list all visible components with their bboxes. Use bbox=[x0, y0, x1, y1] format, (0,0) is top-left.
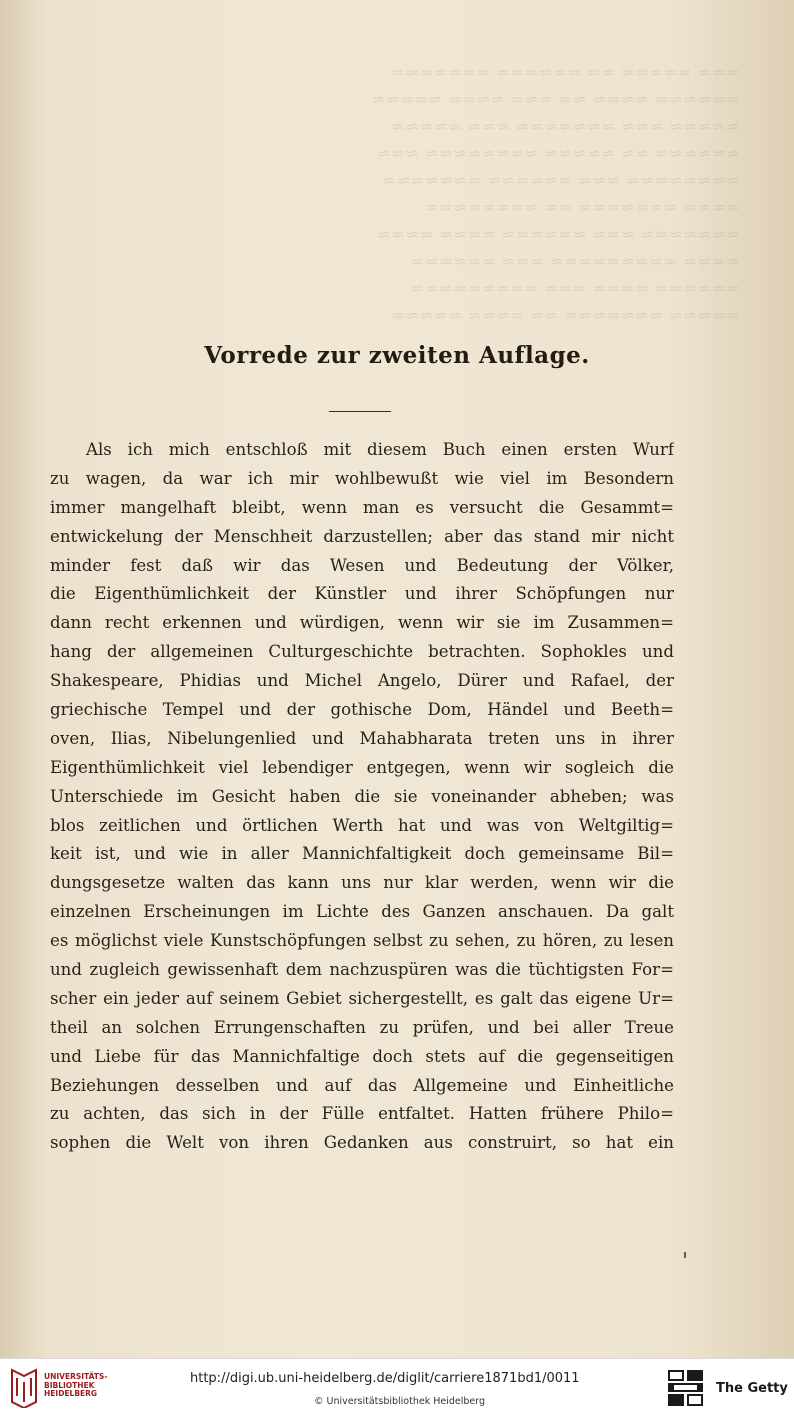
viewer-footer bbox=[0, 1358, 794, 1417]
text-line: die Eigenthümlichkeit der Künstler und ihrer Schöpfungen nur bbox=[50, 584, 674, 604]
text-line: keit ist, und wie in aller Mannichfaltigkeit doch gemeinsame Bil= bbox=[50, 844, 674, 864]
partner-name: The Getty bbox=[716, 1381, 788, 1396]
text-line: dann recht erkennen und würdigen, wenn wir sie im Zusammen= bbox=[50, 613, 674, 633]
text-line: und Liebe für das Mannichfaltige doch stets auf die gegenseitigen bbox=[50, 1046, 674, 1066]
getty-logo-icon bbox=[666, 1369, 706, 1407]
text-line: zu achten, das sich in der Fülle entfaltet. Hatten frühere Philo= bbox=[50, 1104, 674, 1124]
text-line: minder fest daß wir das Wesen und Bedeutung der Völker, bbox=[50, 555, 674, 575]
text-line: Beziehungen desselben und auf das Allgemeine und Einheitliche bbox=[50, 1075, 674, 1095]
title-divider bbox=[329, 411, 391, 412]
text-line: scher ein jeder auf seinem Gebiet sichergestellt, es galt das eigene Ur= bbox=[50, 988, 674, 1008]
text-line: immer mangelhaft bleibt, wenn man es versucht die Gesammt= bbox=[50, 497, 674, 517]
text-line: und zugleich gewissenhaft dem nachzuspüren was die tüchtigsten For= bbox=[50, 960, 674, 980]
copyright-notice: © Universitätsbibliothek Heidelberg bbox=[314, 1396, 486, 1407]
page-title: Vorrede zur zweiten Auflage. bbox=[204, 342, 590, 369]
text-line: Shakespeare, Phidias und Michel Angelo, Dürer und Rafael, der bbox=[50, 671, 674, 691]
text-line: Als ich mich entschloß mit diesem Buch einen ersten Wurf bbox=[86, 440, 674, 459]
text-line: theil an solchen Errungenschaften zu prüfen, und bei aller Treue bbox=[50, 1017, 674, 1037]
text-line: einzelnen Erscheinungen im Lichte des Ganzen anschauen. Da galt bbox=[50, 902, 674, 922]
body-text bbox=[50, 436, 674, 1158]
ink-mark bbox=[684, 1252, 686, 1258]
text-line: oven, Ilias, Nibelungenlied und Mahabharata treten uns in ihrer bbox=[50, 728, 674, 748]
bleed-through-text: ≈≈≈ ≈≈≈≈≈ ≈≈ ≈≈≈≈≈≈ ≈≈≈≈≈≈≈ ≈≈≈≈≈≈ ≈≈≈≈ ≈≈ ≈≈≈ ≈≈≈≈ ≈≈≈≈≈ ≈≈≈≈≈ ≈≈≈ ≈≈≈≈≈≈≈ ≈≈≈ ≈≈≈≈≈ ≈≈≈≈≈≈ ≈≈ ≈≈≈≈≈ ≈≈≈≈≈≈≈≈ ≈≈≈ ≈≈≈≈≈≈≈≈ ≈≈≈ ≈≈≈≈≈≈ ≈≈≈≈≈≈≈ ≈≈≈≈ ≈≈≈≈≈≈≈ ≈≈ ≈≈≈≈≈≈≈≈ ≈≈≈≈≈≈≈ ≈≈≈ ≈≈≈≈≈≈ ≈≈≈≈ ≈≈≈≈ ≈≈≈≈ ≈≈≈≈≈≈≈≈≈ ≈≈≈ ≈≈≈≈≈≈ ≈≈≈≈≈≈ ≈≈≈≈ ≈≈≈ ≈≈≈≈≈≈≈≈≈ ≈≈≈≈≈ ≈≈≈≈≈≈≈ ≈≈ ≈≈≈≈ ≈≈≈≈≈ bbox=[371, 63, 740, 326]
text-line: Eigenthümlichkeit viel lebendiger entgegen, wenn wir sogleich die bbox=[50, 757, 674, 777]
text-line: hang der allgemeinen Culturgeschichte betrachten. Sophokles und bbox=[50, 642, 674, 662]
text-line: es möglichst viele Kunstschöpfungen selbst zu sehen, zu hören, zu lesen bbox=[50, 931, 674, 951]
text-line: dungsgesetze walten das kann uns nur klar werden, wenn wir die bbox=[50, 873, 674, 893]
text-line: entwickelung der Menschheit darzustellen; aber das stand mir nicht bbox=[50, 526, 674, 546]
university-library-logo-icon bbox=[10, 1368, 38, 1408]
text-line: griechische Tempel und der gothische Dom, Händel und Beeth= bbox=[50, 700, 674, 720]
text-line: sophen die Welt von ihren Gedanken aus construirt, so hat ein bbox=[50, 1133, 674, 1153]
text-line: blos zeitlichen und örtlichen Werth hat und was von Weltgiltig= bbox=[50, 815, 674, 835]
text-line: zu wagen, da war ich mir wohlbewußt wie viel im Besondern bbox=[50, 468, 674, 488]
permalink[interactable]: http://digi.ub.uni-heidelberg.de/diglit/carriere1871bd1/0011 bbox=[190, 1371, 580, 1386]
library-name: UNIVERSITÄTS- BIBLIOTHEK HEIDELBERG bbox=[44, 1372, 108, 1398]
text-line: Unterschiede im Gesicht haben die sie voneinander abheben; was bbox=[50, 786, 674, 806]
